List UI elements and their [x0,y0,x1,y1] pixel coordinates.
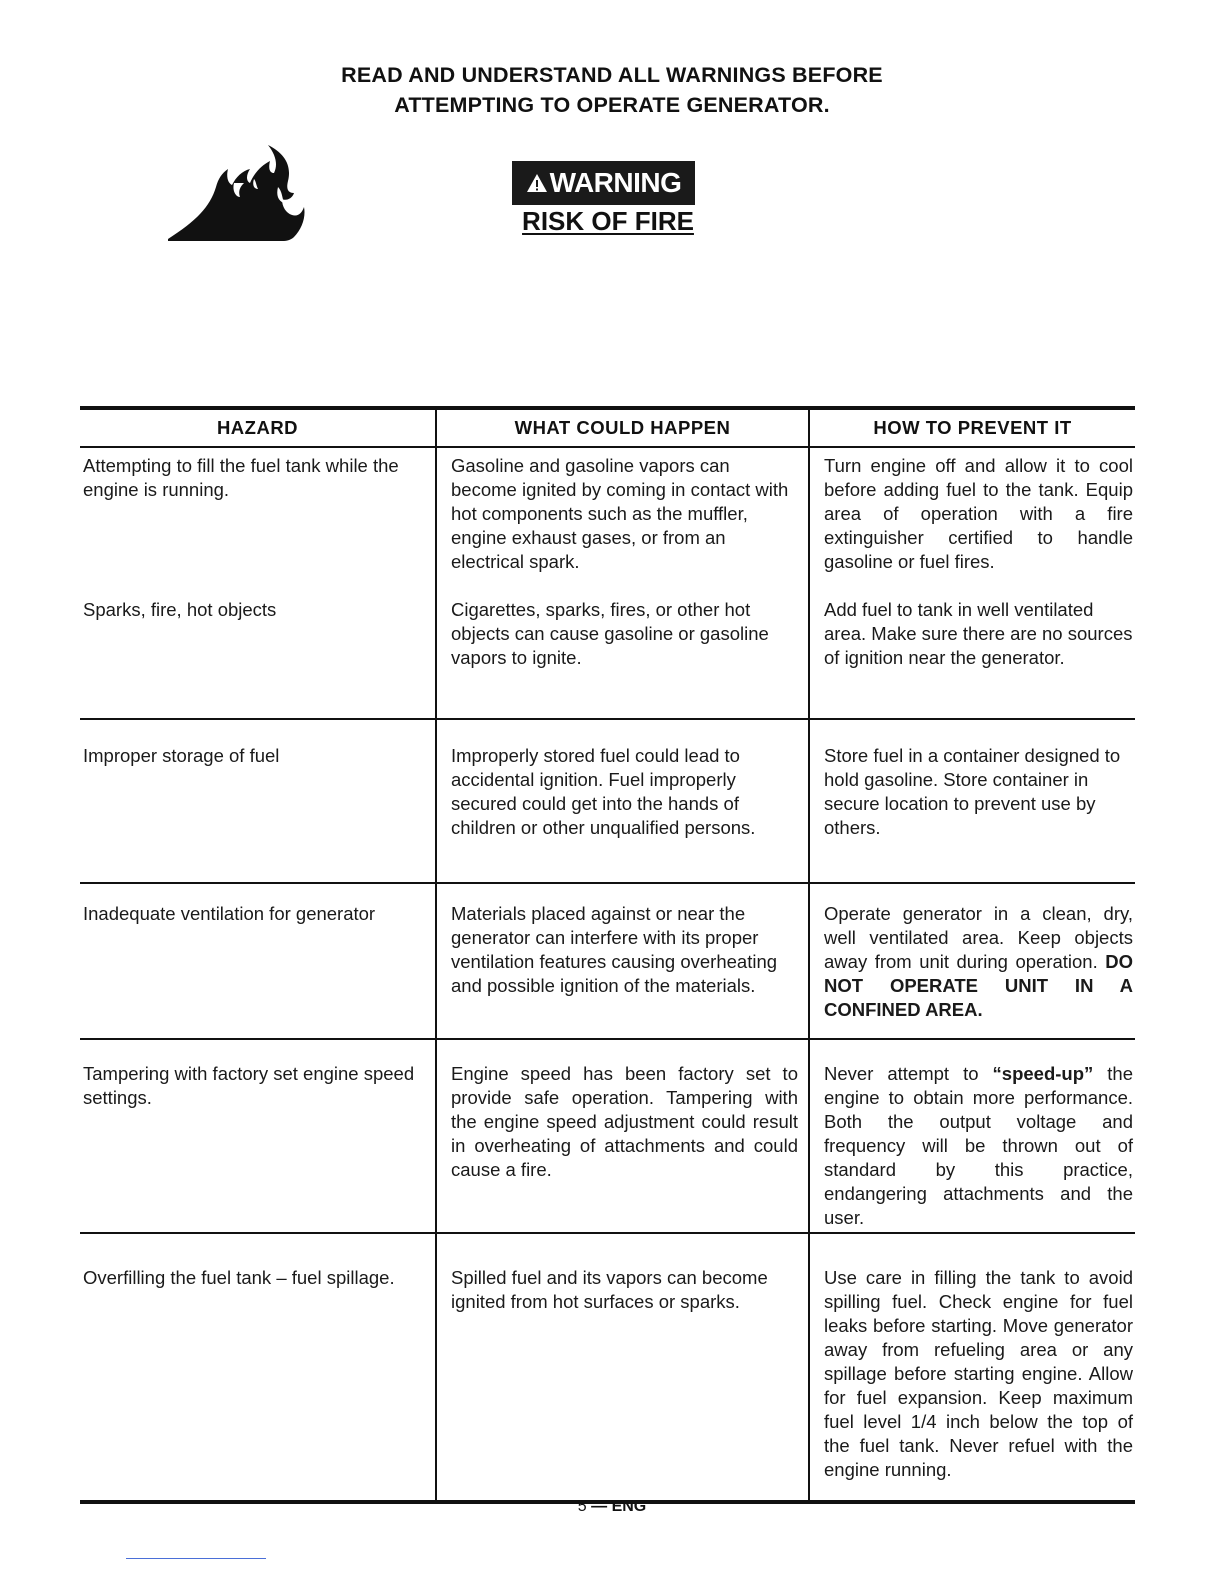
table-row [80,592,1135,719]
hazard-cell: Overfilling the fuel tank – fuel spillage. [80,1233,436,1502]
warning-badge [512,161,695,205]
hazard-cell: Improper storage of fuel [80,719,436,883]
risk-title: RISK OF FIRE [522,206,694,236]
hazard-cell: Tampering with factory set engine speed settings. [80,1039,436,1233]
prevent-cell: Turn engine off and allow it to cool before adding fuel to the tank. Equip area of operation with a fire extinguisher certified to handle gasoline or fuel fires. [809,447,1135,592]
prevent-cell [809,883,1135,1039]
happen-cell: Engine speed has been factory set to provide safe operation. Tampering with the engine speed adjustment could result in overheating of attachments and could cause a fire. [436,1039,809,1233]
prevent-cell: Store fuel in a container designed to hold gasoline. Store container in secure location to prevent use by others. [809,719,1135,883]
table-row [80,447,1135,592]
hazard-cell: Sparks, fire, hot objects [80,592,436,719]
prevent-text-post: the engine to obtain more performance. Both the output voltage and frequency will be thrown out of standard by this practice, endangering attachments and the user. [824,1063,1133,1228]
table-header-row [80,408,1135,447]
header-what-could-happen: WHAT COULD HAPPEN [436,408,809,447]
prevent-text: Operate generator in a clean, dry, well ventilated area. Keep objects away from unit during operation. [824,903,1133,972]
hazard-table [80,406,1135,1504]
happen-cell: Spilled fuel and its vapors can become ignited from hot surfaces or sparks. [436,1233,809,1502]
decorative-line [126,1558,266,1559]
happen-cell: Materials placed against or near the generator can interfere with its proper ventilation features causing overheating and possible ignition of the materials. [436,883,809,1039]
table-row [80,1039,1135,1233]
prevent-bold-text: “speed-up” [992,1063,1094,1084]
heading-line-1: READ AND UNDERSTAND ALL WARNINGS BEFORE [341,63,883,87]
prevent-text-pre: Never attempt to [824,1063,993,1084]
table-row [80,1233,1135,1502]
footer-lang: ENG [611,1498,647,1515]
prevent-cell: Use care in filling the tank to avoid spilling fuel. Check engine for fuel leaks before starting. Move generator away from refueling area or any spillage before starting engine. Allow for fuel expansion. Keep maximum fuel level 1/4 inch below the top of the fuel tank. Never refuel with the engine running. [809,1233,1135,1502]
prevent-bold-text: DO NOT OPERATE UNIT IN A CONFINED AREA. [824,951,1133,1020]
prevent-cell [809,1039,1135,1233]
flame-icon [166,143,306,241]
table-row [80,883,1135,1039]
prevent-cell: Add fuel to tank in well ventilated area. Make sure there are no sources of ignition near the generator. [809,592,1135,719]
footer-dash: — [591,1498,608,1515]
page-heading [0,60,1224,120]
page-number: 5 [577,1498,587,1515]
happen-cell: Cigarettes, sparks, fires, or other hot objects can cause gasoline or gasoline vapors to ignite. [436,592,809,719]
table-row [80,719,1135,883]
warning-label: WARNING [549,167,682,198]
header-hazard: HAZARD [80,408,436,447]
heading-line-2: ATTEMPTING TO OPERATE GENERATOR. [394,93,830,117]
page-footer [0,1498,1224,1516]
happen-cell: Improperly stored fuel could lead to accidental ignition. Fuel improperly secured could get into the hands of children or other unqualified persons. [436,719,809,883]
hazard-cell: Inadequate ventilation for generator [80,883,436,1039]
hazard-cell: Attempting to fill the fuel tank while the engine is running. [83,455,399,500]
happen-cell: Gasoline and gasoline vapors can become ignited by coming in contact with hot components such as the muffler, engine exhaust gases, or from an electrical spark. [436,447,809,592]
header-how-to-prevent: HOW TO PREVENT IT [809,408,1135,447]
warning-triangle-icon [526,173,548,193]
